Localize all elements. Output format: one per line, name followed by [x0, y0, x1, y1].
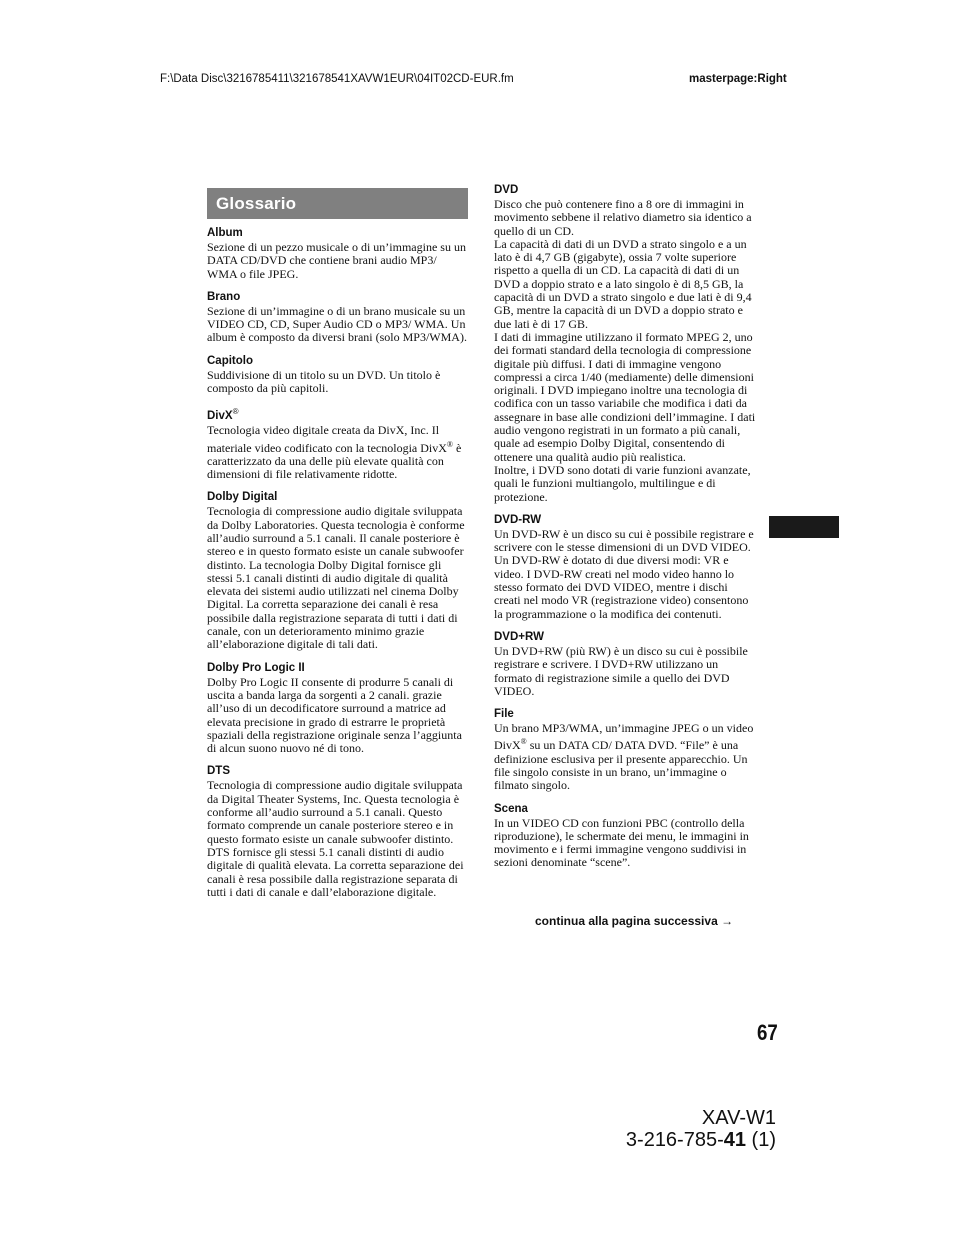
- section-title: Glossario: [207, 188, 468, 219]
- glossary-definition: Sezione di un pezzo musicale o di un’immagine su un DATA CD/DVD che contiene brani audio MP3/ WMA o file JPEG.: [207, 240, 466, 281]
- glossary-entry: [207, 662, 469, 756]
- glossary-entry: [494, 631, 756, 698]
- left-column: [207, 188, 469, 909]
- glossary-entry: [207, 227, 469, 281]
- glossary-definition: Tecnologia di compressione audio digitale sviluppata da Dolby Laboratories. Questa tecnologia è conforme all’audio surround a 5.1 canali. Il canale posteriore è stereo e in questo formato esiste un canale subwoofer distinto. La tecnologia Dolby Digital fornisce gli stessi 5.1 canali distinti di audio digitale di qualità elevata dei sistemi audio utilizzati nel cinema Dolby Digital. La corretta separazione dei canali è resa possibile dalla registrazione separata di tutti i dati di canale, con un deterioramento minimo grazie all’elaborazione digitale di tali dati.: [207, 504, 465, 652]
- right-column: [494, 184, 756, 880]
- glossary-term: Dolby Pro Logic II: [207, 661, 305, 674]
- glossary-definition: Un DVD+RW (più RW) è un disco su cui è possibile registrare e scrivere. I DVD+RW utilizzano un formato di registrazione simile a quello dei DVD VIDEO.: [494, 643, 748, 698]
- glossary-entry: [207, 405, 469, 481]
- glossary-definition: Dolby Pro Logic II consente di produrre 5 canali di uscita a banda larga da sorgenti a 2 canali. grazie all’uso di un decodificatore surround a matrice ad elevata precisione in grado di estrarre le proprietà spaziali della registrazione originale senza l’aggiunta di alcun suono nuovo né di tono.: [207, 674, 462, 756]
- glossary-definition: Un brano MP3/WMA, un’immagine JPEG o un video DivX® su un DATA CD/ DATA DVD. “File” è una definizione esclusiva per il presente apparecchio. Un file singolo consiste in un brano, un’immagine o filmato singolo.: [494, 721, 754, 793]
- glossary-entry: [494, 708, 756, 792]
- masterpage-label: masterpage:Right: [689, 73, 787, 85]
- glossary-term: File: [494, 708, 514, 721]
- registered-mark: ®: [232, 407, 239, 417]
- glossary-term: DVD: [494, 184, 519, 196]
- glossary-definition: Sezione di un’immagine o di un brano musicale su un VIDEO CD, CD, Super Audio CD o MP3/ WMA. Un album è composto da diversi brani (solo MP3/WMA).: [207, 303, 467, 345]
- glossary-definition: Tecnologia video digitale creata da DivX, Inc. Il materiale video codificato con la tecnologia DivX® è caratterizzato da una delle più elevate qualità con dimensioni di file relativamente ridotte.: [207, 423, 462, 482]
- glossary-definition: In un VIDEO CD con funzioni PBC (controllo della riproduzione), le schermate dei menu, le immagini in movimento e i fermi immagine vengono suddivisi in sezioni denominate “scene”.: [494, 815, 749, 870]
- section-tab-marker: [769, 516, 839, 538]
- glossary-entry: [207, 291, 469, 345]
- page-number: 67: [757, 1020, 778, 1045]
- glossary-entry: [207, 491, 469, 651]
- glossary-definition: Disco che può contenere fino a 8 ore di immagini in movimento sebbene il relativo diametro sia identico a quello di un CD. La capacità di dati di un DVD a strato singolo e a un lato è di 4,7 GB (gigabyte), ossia 7 volte superiore rispetto a quella di un CD. La capacità di dati di un DVD a doppio strato e a lato singolo è di 8,5 GB, la capacità di un DVD a strato singolo e due lati è di 9,4 GB, mentre la capacità di un DVD a doppio strato e due lati è di 17 GB. I dati di immagine utilizzano il formato MPEG 2, uno dei formati standard della tecnologia di compressione digitale più diffusi. I dati di immagine vengono compressi a circa 1/40 (mediamente) delle dimensioni originali. I DVD impiegano inoltre una tecnologia di codifica con un tasso variabile che modifica i dati da assegnare in base alle condizioni dell’immagine. I dati audio vengono registrati in un formato a più canali, quale ad esempio Dolby Digital, consentendo di ottenere una qualità audio più realistica. Inoltre, i DVD sono dotati di varie funzioni avanzate, quali le funzioni multiangolo, multilingue e di protezione.: [494, 197, 756, 504]
- glossary-entry: [207, 355, 469, 396]
- glossary-definition: Tecnologia di compressione audio digitale sviluppata da Digital Theater Systems, Inc. Questa tecnologia è conforme all’audio surround a 5.1 canali. Questo formato comprende un canale posteriore stereo e in questo formato esiste un canale subwoofer distinto. DTS fornisce gli stessi 5.1 canali distinti di audio digitale di qualità elevata. La corretta separazione dei canali è resa possibile dalla registrazione separata di tutti i dati di canale e dall’elaborazione digitale.: [207, 778, 464, 899]
- glossary-term: Scena: [494, 802, 528, 815]
- glossary-term: Brano: [207, 290, 241, 303]
- continue-next-page: continua alla pagina successiva →: [535, 914, 734, 928]
- glossary-term: Album: [207, 227, 243, 239]
- glossary-term: DTS: [207, 765, 230, 778]
- model-code: 3-216-785-41 (1): [625, 1129, 776, 1151]
- glossary-definition: Un DVD-RW è un disco su cui è possibile registrare e scrivere con le stesse dimensioni di un DVD VIDEO. Un DVD-RW è dotato di due diversi modi: VR e video. I DVD-RW creati nel modo video hanno lo stesso formato dei DVD VIDEO, mentre i dischi creati nel modo VR (registrazione video) consentono la programmazione o la modifica dei contenuti.: [494, 526, 754, 621]
- glossary-term: DivX®: [207, 407, 239, 423]
- glossary-term: DVD+RW: [494, 630, 544, 643]
- model-name: XAV-W1: [701, 1107, 776, 1129]
- glossary-term: Capitolo: [207, 354, 253, 367]
- glossary-definition: Suddivisione di un titolo su un DVD. Un titolo è composto da più capitoli.: [207, 367, 441, 396]
- glossary-entry: [494, 184, 756, 504]
- glossary-term: DVD-RW: [494, 513, 542, 526]
- glossary-entry: [494, 514, 756, 621]
- glossary-entry: [207, 765, 469, 899]
- glossary-entry: [494, 803, 756, 870]
- glossary-term: Dolby Digital: [207, 491, 278, 504]
- file-path: F:\Data Disc\3216785411\321678541XAVW1EUR\04IT02CD-EUR.fm: [160, 73, 514, 85]
